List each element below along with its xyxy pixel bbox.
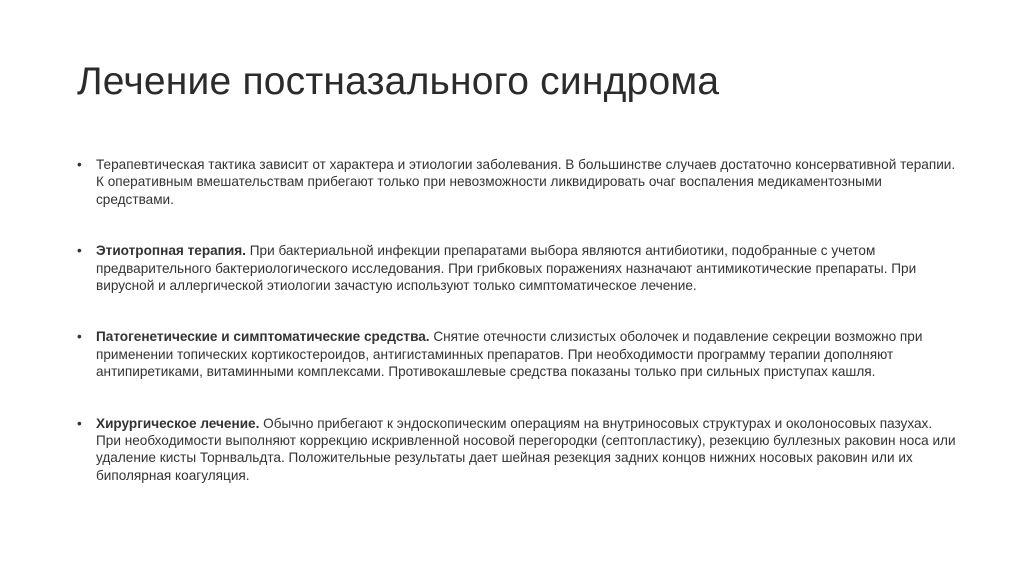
- bullet-item: [77, 328, 957, 380]
- bullet-marker: •: [77, 157, 82, 172]
- bullet-marker: •: [77, 329, 82, 345]
- bullet-heading: Патогенетические и симптоматические средства.: [96, 329, 430, 345]
- bullet-marker: •: [77, 415, 82, 431]
- bullet-list: [77, 156, 957, 484]
- bullet-text: При бактериальной инфекции препаратами выбора являются антибиотики, подобранные с учетом предварительного бактериологического исследования. При грибковых поражениях назначают антимикотические препараты. При вирусной и аллергической этиологии зачастую используют только симптоматическое лечение.: [96, 243, 917, 294]
- bullet-text: Обычно прибегают к эндоскопическим операциям на внутриносовых структурах и околоносовых пазухах. При необходимости выполняют коррекцию искривленной носовой перегородки (септопластику), резекцию буллезных раковин носа или удаление кисты Торнвальдта. Положительные результаты дает шейная резекция задних концов нижних носовых раковин или их биполярная коагуляция.: [96, 415, 956, 483]
- bullet-heading: Этиотропная терапия.: [96, 243, 246, 259]
- bullet-text: Терапевтическая тактика зависит от характера и этиологии заболевания. В большинстве случаев достаточно консервативной терапии. К оперативным вмешательствам прибегают только при невозможности ликвидировать очаг воспаления медикаментозными средствами.: [96, 157, 956, 207]
- bullet-text: Снятие отечности слизистых оболочек и подавление секреции возможно при применении топических кортикостероидов, антигистаминных препаратов. При необходимости программу терапии дополняют антипиретиками, витаминными комплексами. Противокашлевые средства показаны только при сильных приступах кашля.: [96, 329, 923, 380]
- bullet-heading: Хирургическое лечение.: [96, 415, 260, 431]
- slide-title: Лечение постназального синдрома: [77, 60, 720, 103]
- bullet-marker: •: [77, 243, 82, 259]
- bullet-item: [77, 242, 957, 294]
- bullet-item: [77, 156, 957, 208]
- bullet-item: [77, 415, 957, 485]
